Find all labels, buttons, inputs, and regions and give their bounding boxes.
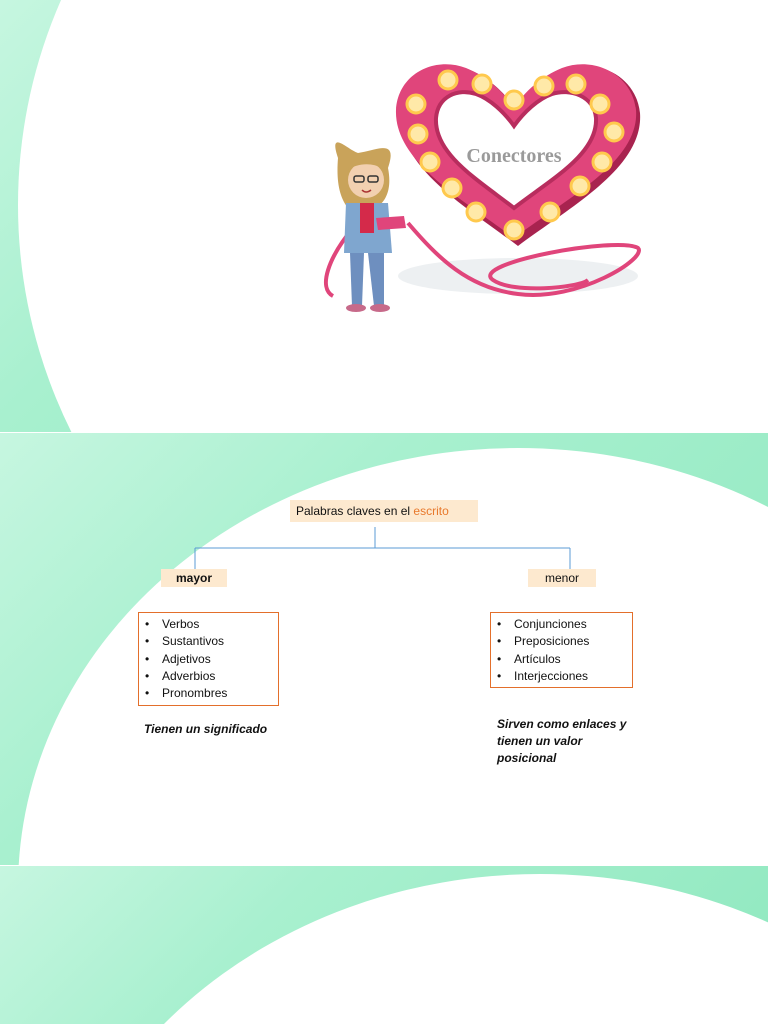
list-mayor <box>138 612 279 706</box>
list-item: • Sustantivos <box>145 633 278 650</box>
slide-background-shape <box>40 874 768 1024</box>
title-highlight: escrito <box>413 504 449 518</box>
character-avatar <box>335 142 406 312</box>
category-menor: menor <box>528 569 596 587</box>
list-item: • Adjetivos <box>145 651 278 668</box>
list-menor <box>490 612 633 688</box>
note-mayor: Tienen un significado <box>144 722 268 736</box>
list-item: • Preposiciones <box>497 633 632 650</box>
list-item: • Adverbios <box>145 668 278 685</box>
list-item: • Artículos <box>497 651 632 668</box>
list-item: • Verbos <box>145 616 278 633</box>
slide-2 <box>0 433 768 865</box>
diagram-title <box>290 500 478 522</box>
list-item: • Interjecciones <box>497 668 632 685</box>
heart-sign-illustration <box>318 58 658 313</box>
title-text: Palabras claves en el <box>296 504 411 518</box>
slide-1 <box>0 0 768 432</box>
note-menor: Sirven como enlaces y tienen un valor posicional <box>497 717 627 765</box>
list-item: • Pronombres <box>145 685 278 702</box>
sign-text: Conectores <box>466 145 562 167</box>
category-mayor: mayor <box>161 569 227 587</box>
list-item: • Conjunciones <box>497 616 632 633</box>
slide-3 <box>0 866 768 1024</box>
